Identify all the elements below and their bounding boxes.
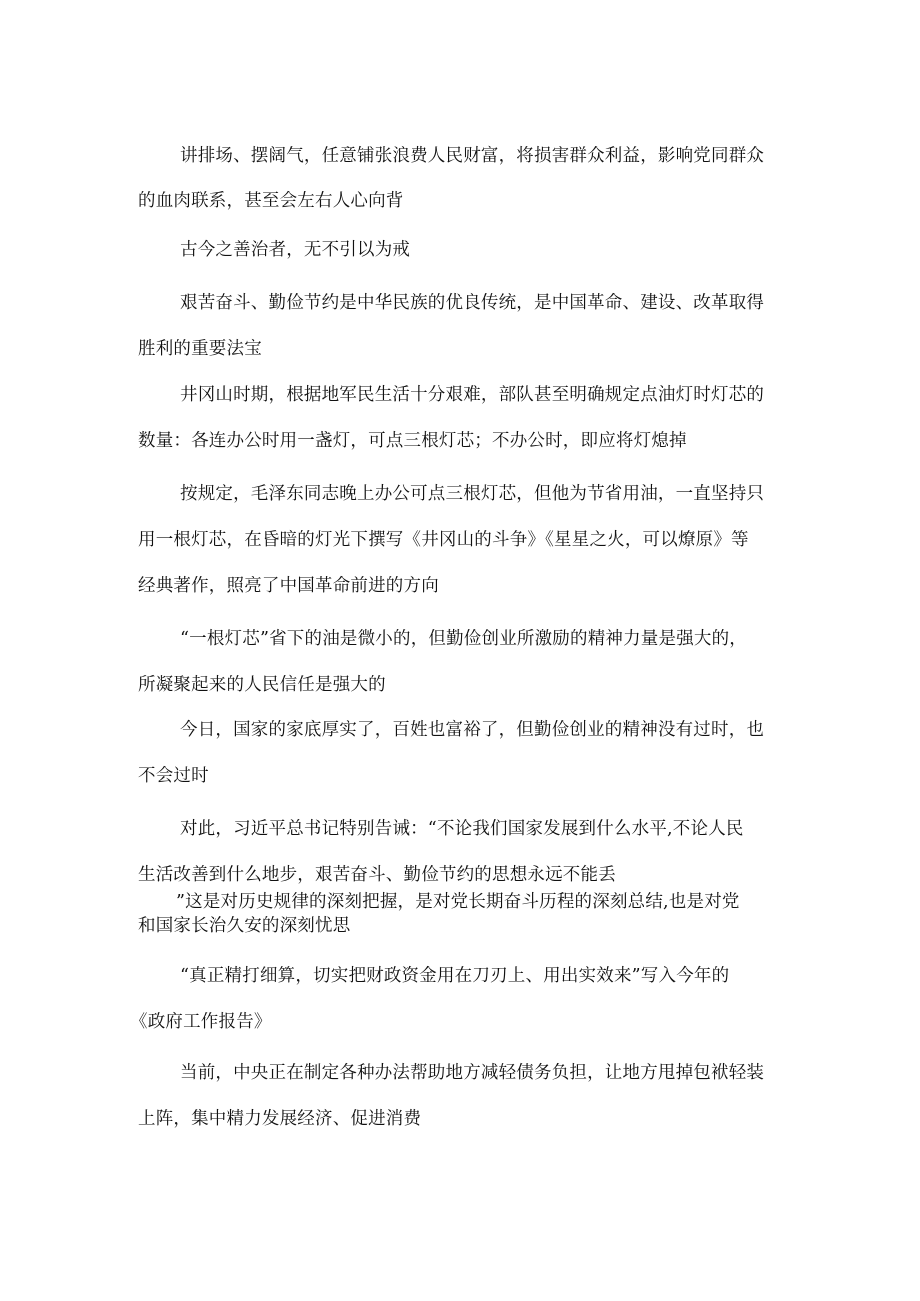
paragraph-line: “真正精打细算，切实把财政资金用在刀刃上、用出实效来”写入今年的 (180, 966, 730, 986)
paragraph-line: 上阵，集中精力发展经济、促进消费 (138, 1109, 422, 1129)
paragraph-line: 对此，习近平总书记特别告诫：“不论我们国家发展到什么水平,不论人民 (180, 819, 744, 839)
paragraph-line: ”这是对历史规律的深刻把握，是对党长期奋斗历程的深刻总结,也是对党 (176, 892, 740, 912)
paragraph-line: 《政府工作报告》 (130, 1012, 272, 1032)
paragraph-line: 古今之善治者，无不引以为戒 (180, 240, 411, 260)
paragraph-line: 讲排场、摆阔气，任意铺张浪费人民财富，将损害群众利益，影响党同群众 (180, 146, 765, 166)
paragraph-line: 经典著作，照亮了中国革命前进的方向 (138, 576, 439, 596)
paragraph-line: 胜利的重要法宝 (138, 339, 262, 359)
paragraph-line: 和国家长治久安的深刻忧思 (138, 916, 351, 936)
paragraph-line: 生活改善到什么地步，艰苦奋斗、勤俭节约的思想永远不能丢 (138, 865, 616, 885)
paragraph-line: 数量：各连办公时用一盏灯，可点三根灯芯；不办公时，即应将灯熄掉 (138, 431, 687, 451)
paragraph-line: 用一根灯芯，在昏暗的灯光下撰写《井冈山的斗争》《星星之火，可以燎原》等 (138, 530, 749, 550)
paragraph-line: 不会过时 (138, 766, 209, 786)
paragraph-line: 的血肉联系，甚至会左右人心向背 (138, 191, 404, 211)
paragraph-line: 当前，中央正在制定各种办法帮助地方减轻债务负担，让地方甩掉包袱轻装 (180, 1063, 765, 1083)
paragraph-line: 今日，国家的家底厚实了，百姓也富裕了，但勤俭创业的精神没有过时，也 (180, 720, 765, 740)
paragraph-line: 按规定，毛泽东同志晚上办公可点三根灯芯，但他为节省用油，一直坚持只 (180, 484, 765, 504)
paragraph-line: 艰苦奋斗、勤俭节约是中华民族的优良传统，是中国革命、建设、改革取得 (180, 293, 765, 313)
paragraph-line: “一根灯芯”省下的油是微小的，但勤俭创业所激励的精神力量是强大的， (180, 629, 747, 649)
paragraph-line: 井冈山时期，根据地军民生活十分艰难，部队甚至明确规定点油灯时灯芯的 (180, 385, 765, 405)
paragraph-line: 所凝聚起来的人民信任是强大的 (138, 675, 386, 695)
